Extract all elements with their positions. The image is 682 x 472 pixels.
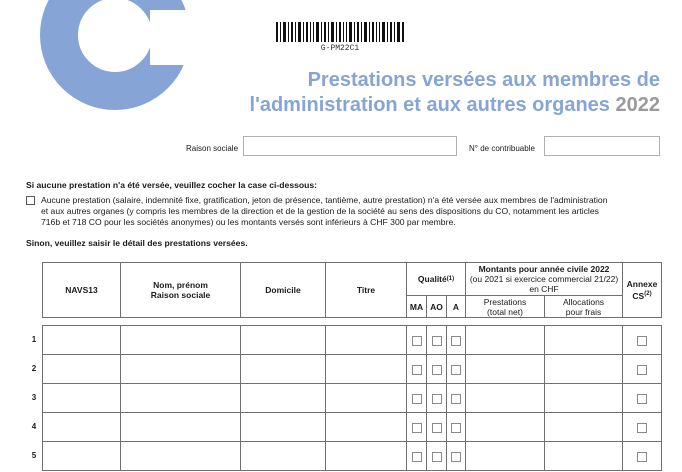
col-header-navs: NAVS13 [42, 262, 121, 318]
row-2-cell-nom[interactable] [120, 354, 241, 384]
row-4-cell-navs[interactable] [42, 412, 121, 442]
row-number: 1 [31, 335, 37, 344]
row-4-cell-nom[interactable] [120, 412, 241, 442]
col-header-titre: Titre [325, 262, 407, 318]
row-1-a-checkbox[interactable] [451, 336, 461, 346]
otherwise-instruction: Sinon, veuillez saisir le détail des prestations versées. [26, 238, 248, 248]
row-4-ma-checkbox[interactable] [412, 423, 422, 433]
row-2-ma-checkbox[interactable] [412, 365, 422, 375]
row-1-cell-nom[interactable] [120, 325, 241, 355]
row-5-ao-checkbox[interactable] [432, 452, 442, 462]
row-5-cell-allocations[interactable] [544, 441, 623, 471]
row-5-cell-titre[interactable] [325, 441, 407, 471]
row-1-annexe-checkbox[interactable] [637, 336, 647, 346]
row-1-cell-allocations[interactable] [544, 325, 623, 355]
barcode-graphic [276, 22, 404, 42]
no-payment-checkbox[interactable] [26, 196, 35, 205]
title-line-1: Prestations versées aux membres de [307, 69, 660, 91]
row-2-ao-checkbox[interactable] [432, 365, 442, 375]
row-1-ma-checkbox[interactable] [412, 336, 422, 346]
raison-sociale-label: Raison sociale [186, 144, 239, 153]
row-3-cell-navs[interactable] [42, 383, 121, 413]
row-1-cell-prestations[interactable] [465, 325, 545, 355]
logo-cutout [150, 10, 200, 65]
raison-sociale-input[interactable] [243, 136, 457, 156]
no-payment-heading: Si aucune prestation n'a été versée, veuillez cocher la case ci-dessous: [26, 180, 318, 190]
col-header-qualite: Qualité (1) [406, 262, 466, 296]
row-3-ao-checkbox[interactable] [432, 394, 442, 404]
row-5-cell-navs[interactable] [42, 441, 121, 471]
row-2-cell-titre[interactable] [325, 354, 407, 384]
row-5-cell-nom[interactable] [120, 441, 241, 471]
row-4-cell-allocations[interactable] [544, 412, 623, 442]
row-2-cell-allocations[interactable] [544, 354, 623, 384]
row-1-cell-navs[interactable] [42, 325, 121, 355]
col-header-prestations: Prestations (total net) [465, 295, 545, 318]
row-3-cell-nom[interactable] [120, 383, 241, 413]
no-payment-line-2: et aux autres organes (y compris les membres de la direction et de la gestion de la société au sens des dispositions du CO, notamment les articles [41, 206, 599, 216]
col-header-allocations: Allocations pour frais [544, 295, 623, 318]
row-2-annexe-checkbox[interactable] [637, 365, 647, 375]
col-header-ma: MA [406, 295, 427, 318]
page-title [250, 68, 660, 118]
row-3-cell-allocations[interactable] [544, 383, 623, 413]
no-payment-line-3: 716b et 718 CO pour les sociétés anonymes) ou les montants versés sont inférieurs à CHF 300 par membre. [41, 217, 456, 227]
row-1-ao-checkbox[interactable] [432, 336, 442, 346]
row-4-a-checkbox[interactable] [451, 423, 461, 433]
title-line-2: l'administration et aux autres organes 2022 [249, 94, 660, 116]
row-5-a-checkbox[interactable] [451, 452, 461, 462]
row-1-cell-domicile[interactable] [240, 325, 326, 355]
contribuable-input[interactable] [544, 136, 660, 156]
title-year: 2022 [615, 94, 660, 116]
row-number: 2 [31, 364, 37, 373]
row-5-ma-checkbox[interactable] [412, 452, 422, 462]
row-5-annexe-checkbox[interactable] [637, 452, 647, 462]
col-header-annexe: Annexe CS$^{(2)}$ [622, 262, 662, 318]
col-header-montants: Montants pour année civile 2022 (ou 2021 si exercice commercial 21/22) en CHF [465, 262, 623, 296]
row-3-a-checkbox[interactable] [451, 394, 461, 404]
row-3-ma-checkbox[interactable] [412, 394, 422, 404]
row-3-cell-domicile[interactable] [240, 383, 326, 413]
row-4-cell-domicile[interactable] [240, 412, 326, 442]
col-header-nom: Nom, prénom Raison sociale [120, 262, 241, 318]
row-4-cell-titre[interactable] [325, 412, 407, 442]
row-2-a-checkbox[interactable] [451, 365, 461, 375]
row-1-cell-titre[interactable] [325, 325, 407, 355]
row-2-cell-domicile[interactable] [240, 354, 326, 384]
col-header-ao: AO [426, 295, 447, 318]
row-3-cell-titre[interactable] [325, 383, 407, 413]
row-number: 5 [31, 451, 37, 460]
row-number: 4 [31, 422, 37, 431]
row-2-cell-navs[interactable] [42, 354, 121, 384]
row-4-ao-checkbox[interactable] [432, 423, 442, 433]
row-3-cell-prestations[interactable] [465, 383, 545, 413]
row-5-cell-domicile[interactable] [240, 441, 326, 471]
row-3-annexe-checkbox[interactable] [637, 394, 647, 404]
col-header-domicile: Domicile [240, 262, 326, 318]
col-header-a: A [446, 295, 466, 318]
contribuable-label: N° de contribuable [469, 144, 535, 153]
row-5-cell-prestations[interactable] [465, 441, 545, 471]
row-2-cell-prestations[interactable] [465, 354, 545, 384]
barcode-code: G-PM22C1 [320, 44, 360, 53]
row-4-cell-prestations[interactable] [465, 412, 545, 442]
row-4-annexe-checkbox[interactable] [637, 423, 647, 433]
row-number: 3 [31, 393, 37, 402]
no-payment-line-1: Aucune prestation (salaire, indemnité fixe, gratification, jeton de présence, tantième, autre prestation) n'a été versée aux membres de l'administration [41, 195, 608, 205]
